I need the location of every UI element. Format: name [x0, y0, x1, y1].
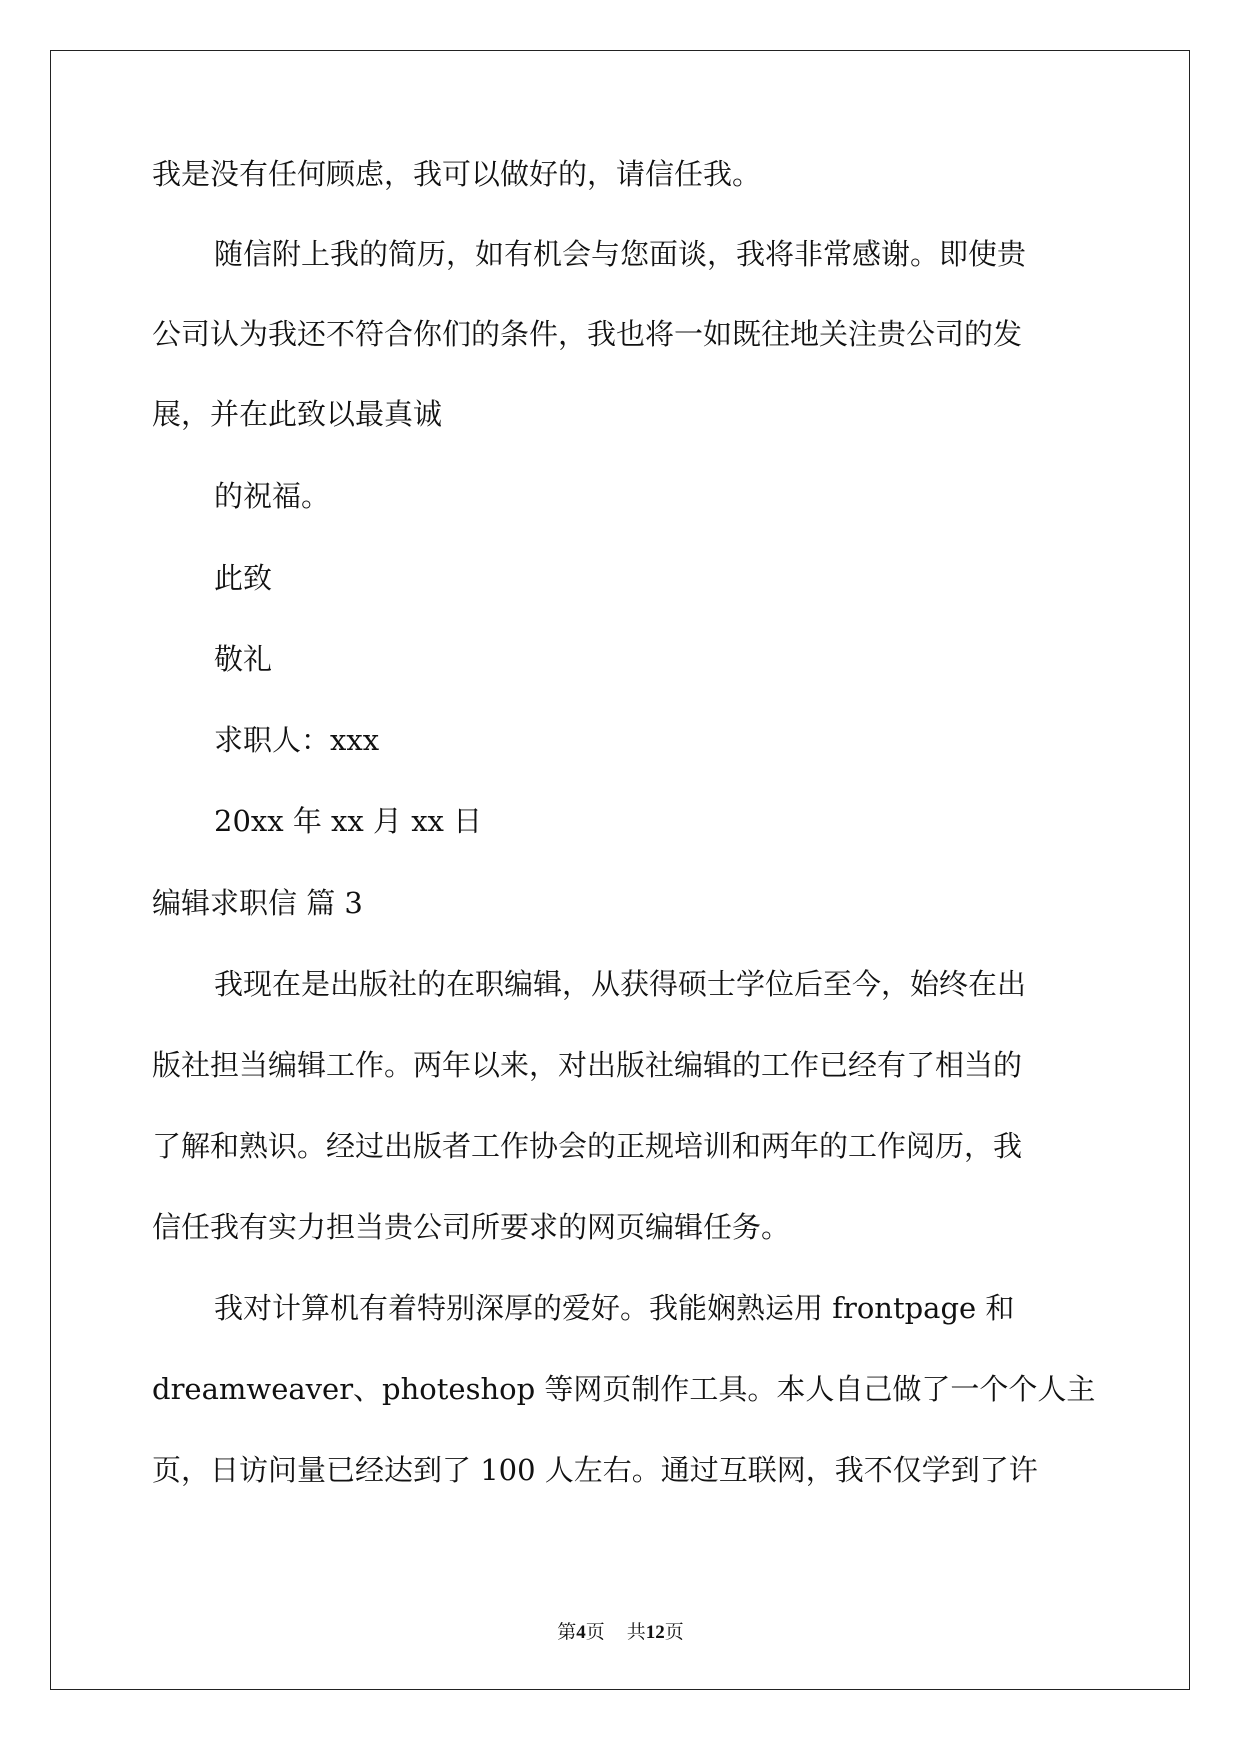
page-border [50, 50, 1190, 1690]
footer-page-suffix: 页 [585, 1622, 605, 1643]
text-line-8: 求职人：xxx [214, 723, 380, 757]
text-line-15: 我对计算机有着特别深厚的爱好。我能娴熟运用 frontpage 和 [214, 1291, 1015, 1325]
footer-prefix: 第 [557, 1622, 577, 1643]
text-line-17: 页，日访问量已经达到了 100 人左右。通过互联网，我不仅学到了许 [152, 1453, 1038, 1487]
footer-total-prefix: 共 [626, 1622, 646, 1643]
text-line-6: 此致 [214, 561, 273, 595]
footer-total-suffix: 页 [664, 1622, 684, 1643]
text-line-3: 公司认为我还不符合你们的条件，我也将一如既往地关注贵公司的发 [152, 317, 1023, 351]
page-footer [0, 1617, 1241, 1644]
text-line-14: 信任我有实力担当贵公司所要求的网页编辑任务。 [152, 1210, 791, 1244]
page-number: 4 [576, 1622, 586, 1643]
section-heading: 编辑求职信 篇 3 [152, 886, 363, 920]
total-pages: 12 [645, 1622, 665, 1643]
text-line-11: 我现在是出版社的在职编辑，从获得硕士学位后至今，始终在出 [214, 967, 1027, 1001]
text-line-13: 了解和熟识。经过出版者工作协会的正规培训和两年的工作阅历，我 [152, 1129, 1023, 1163]
text-line-2: 随信附上我的简历，如有机会与您面谈，我将非常感谢。即使贵 [214, 237, 1027, 271]
text-line-7: 敬礼 [214, 642, 273, 676]
text-line-9: 20xx 年 xx 月 xx 日 [214, 804, 483, 838]
text-line-1: 我是没有任何顾虑，我可以做好的，请信任我。 [152, 157, 762, 191]
text-line-4: 展，并在此致以最真诚 [152, 397, 443, 431]
text-line-12: 版社担当编辑工作。两年以来，对出版社编辑的工作已经有了相当的 [152, 1048, 1023, 1082]
text-line-5: 的祝福。 [214, 479, 331, 513]
text-line-16: dreamweaver、photeshop 等网页制作工具。本人自己做了一个个人主 [152, 1372, 1096, 1406]
